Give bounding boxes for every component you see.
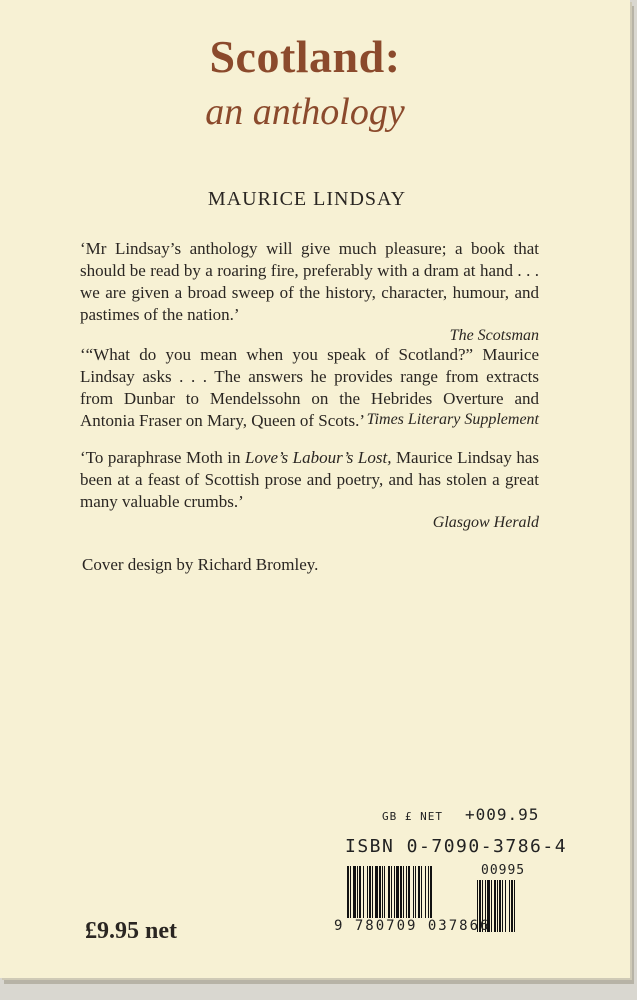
- barcode-bar: [394, 866, 395, 918]
- barcode-bar: [391, 866, 392, 918]
- addon-barcode-bar: [502, 880, 503, 932]
- barcode-bar: [408, 866, 410, 918]
- barcode-bar: [353, 866, 356, 918]
- book-title: Scotland:: [209, 31, 401, 82]
- quote-text: ‘“What do you mean when you speak of Scotland?” Maurice Lindsay asks . . . The answers he provides range from extracts from Dunbar to Mendelssohn on the Hebrides Overture and Antonia Fraser on Mary, Queen of Scots.’: [80, 345, 539, 430]
- addon-barcode-bar: [511, 880, 513, 932]
- quote-text: ‘Mr Lindsay’s anthology will give much pleasure; a book that should be read by a roaring fire, preferably with a dram at hand . . . we are given a broad sweep of the history, character, humour, and pastimes of the nation.’: [80, 239, 539, 324]
- quote-source: The Scotsman: [449, 327, 539, 344]
- barcode-bar: [384, 866, 385, 918]
- quote-text-before: ‘To paraphrase Moth in: [80, 448, 245, 467]
- book-subtitle: an anthology: [205, 91, 405, 133]
- barcode-bar: [415, 866, 416, 918]
- review-quote-tls: [80, 344, 539, 430]
- barcode-bar: [388, 866, 390, 918]
- barcode-bar: [363, 866, 364, 918]
- barcode-bar: [425, 866, 426, 918]
- barcode-bar: [421, 866, 422, 918]
- review-quote-glasgow-herald: [80, 447, 539, 533]
- barcode-bar: [403, 866, 404, 918]
- addon-barcode-bar: [499, 880, 501, 932]
- barcode-bar: [382, 866, 383, 918]
- quote-text-italic: Love’s Labour’s Lost,: [245, 448, 392, 467]
- addon-code: 00995: [481, 863, 526, 878]
- barcode-bar: [418, 866, 420, 918]
- barcode-bar: [400, 866, 402, 918]
- addon-barcode-bar: [494, 880, 496, 932]
- barcode-bar: [413, 866, 414, 918]
- barcode-bar: [428, 866, 429, 918]
- barcode-bar: [372, 866, 373, 918]
- isbn: ISBN 0-7090-3786-4: [345, 836, 568, 857]
- barcode-bar: [367, 866, 368, 918]
- ean-number: 9 780709 037866: [334, 918, 491, 934]
- addon-barcode-bar: [505, 880, 506, 932]
- barcode-bar: [379, 866, 381, 918]
- barcode-bar: [359, 866, 361, 918]
- review-quote-scotsman: [80, 238, 539, 346]
- barcode-bar: [347, 866, 349, 918]
- barcode-bar: [430, 866, 432, 918]
- gb-net-label: GB £ NET: [382, 810, 443, 823]
- quote-source: Times Literary Supplement: [366, 411, 539, 428]
- addon-barcode-bar: [514, 880, 515, 932]
- addon-barcode-bar: [509, 880, 510, 932]
- author-name: MAURICE LINDSAY: [207, 188, 407, 210]
- cover-design-credit: Cover design by Richard Bromley.: [82, 555, 319, 574]
- net-price: £9.95 net: [85, 918, 177, 944]
- barcode-bar: [375, 866, 378, 918]
- addon-barcode-bar: [491, 880, 492, 932]
- price-code: +009.95: [465, 805, 540, 824]
- addon-barcode-bar: [497, 880, 498, 932]
- quote-source: Glasgow Herald: [432, 514, 539, 531]
- barcode-bar: [369, 866, 371, 918]
- barcode-bar: [396, 866, 399, 918]
- barcode-bar: [350, 866, 351, 918]
- barcode-bar: [357, 866, 358, 918]
- quote-text-after: Maurice Lindsay has been at a feast of Scottish prose and poetry, and has stolen a great many valuable crumbs.’: [80, 448, 539, 511]
- barcode-bar: [406, 866, 407, 918]
